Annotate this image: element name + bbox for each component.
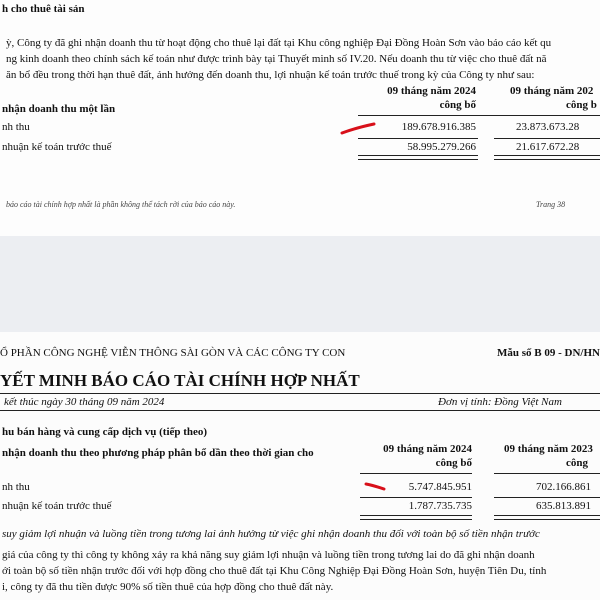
bottom-col2-header: 09 tháng năm 2023	[504, 443, 593, 455]
page-separator	[0, 236, 600, 332]
top-mid-rule-1	[358, 138, 478, 139]
bottom-col1-header: 09 tháng năm 2024	[383, 443, 472, 455]
bottom-row-profit-label: nhuận kế toán trước thuế	[2, 500, 112, 512]
bottom-row-revenue-value-prior: 702.166.861	[536, 481, 591, 493]
bottom-paragraph-line-2: ới toàn bộ số tiền nhận trước đối với hợp đồng cho thuê đất tại Khu Công Nghiệp Đại Đồng Hoàn Sơn, huyện Tiên Du, tỉnh	[2, 565, 547, 577]
bottom-paragraph-line-1: giá của công ty thì công ty không xảy ra khả năng suy giảm lợi nhuận và luồng tiền trong tương lai do đã ghi nhận doanh	[2, 549, 535, 561]
top-row-revenue-label: nh thu	[2, 121, 30, 133]
top-row-revenue-value-2024: 189.678.916.385	[401, 121, 476, 133]
bottom-col2-subheader: công	[566, 457, 588, 469]
form-number: Mẫu số B 09 - DN/HN	[497, 347, 600, 359]
row-header: nhận doanh thu theo phương pháp phân bổ dần theo thời gian cho	[2, 447, 314, 459]
red-underline-mark	[340, 122, 376, 136]
top-header-rule	[358, 115, 600, 116]
bottom-header-rule-1	[360, 473, 472, 474]
bottom-paragraph-line-3: i, công ty đã thu tiền được 90% số tiền thuê của hợp đồng cho thuê đất này.	[2, 581, 334, 593]
top-row-profit-value-2024: 58.995.279.266	[407, 141, 476, 153]
bottom-total-double-rule-2	[494, 515, 600, 520]
top-page-number: Trang 38	[536, 200, 566, 209]
bottom-row-revenue-label: nh thu	[2, 481, 30, 493]
top-row-revenue-value-prior: 23.873.673.28	[516, 121, 580, 133]
bottom-mid-rule-1	[360, 497, 472, 498]
top-row-profit-label: nhuận kế toán trước thuế	[2, 141, 112, 153]
period-text: kết thúc ngày 30 tháng 09 năm 2024	[4, 396, 165, 408]
top-col1-subheader: công bố	[439, 99, 476, 111]
bottom-row-revenue-value-2024: 5.747.845.951	[408, 481, 472, 493]
bottom-mid-rule-2	[494, 497, 600, 498]
top-section-label: nhận doanh thu một lần	[2, 103, 116, 115]
company-name: Ổ PHẦN CÔNG NGHỆ VIỄN THÔNG SÀI GÒN VÀ CÁC CÔNG TY CON	[0, 347, 346, 359]
top-heading: h cho thuê tài sản	[2, 3, 85, 15]
top-col2-subheader: công b	[566, 99, 597, 111]
top-paragraph-line-3: ăn bổ đều trong thời hạn thuê đất, ảnh hưởng đến doanh thu, lợi nhuận kế toán trước thuế trong kỳ của Công ty như sau:	[6, 69, 535, 81]
period-rule	[0, 410, 600, 411]
bottom-row-profit-value-prior: 635.813.891	[536, 500, 591, 512]
bottom-row-profit-value-2024: 1.787.735.735	[408, 500, 472, 512]
top-total-double-rule-1	[358, 155, 478, 160]
top-document-page	[0, 0, 600, 236]
italic-note: suy giảm lợi nhuận và luồng tiền trong tương lai ảnh hưởng từ việc ghi nhận doanh thu đối với toàn bộ số tiền nhận trước	[2, 528, 540, 540]
section-heading: hu bán hàng và cung cấp dịch vụ (tiếp theo)	[2, 426, 208, 438]
unit-text: Đơn vị tính: Đồng Việt Nam	[438, 396, 562, 408]
bottom-header-rule-2	[494, 473, 600, 474]
top-footer-note: báo cáo tài chính hợp nhất là phần không thể tách rời của báo cáo này.	[6, 200, 236, 209]
top-col1-header: 09 tháng năm 2024	[387, 85, 476, 97]
red-underline-mark	[364, 480, 386, 492]
top-total-double-rule-2	[494, 155, 600, 160]
top-row-profit-value-prior: 21.617.672.28	[516, 141, 580, 153]
top-paragraph-line-1: ỳ, Công ty đã ghi nhận doanh thu từ hoạt động cho thuê lại đất tại Khu công nghiệp Đại Đồng Hoàn Sơn vào báo cáo kết qu	[6, 37, 552, 49]
top-paragraph-line-2: ng kinh doanh theo chính sách kế toán như được trình bày tại Thuyết minh số IV.20. Nếu doanh thu từ việc cho thuê đất nă	[6, 53, 547, 65]
bottom-col1-subheader: công bố	[435, 457, 472, 469]
bottom-total-double-rule-1	[360, 515, 472, 520]
top-mid-rule-2	[494, 138, 600, 139]
bottom-document-page	[0, 332, 600, 600]
top-col2-header: 09 tháng năm 202	[510, 85, 594, 97]
title-rule	[0, 393, 600, 394]
document-title: YẾT MINH BÁO CÁO TÀI CHÍNH HỢP NHẤT	[0, 371, 360, 390]
